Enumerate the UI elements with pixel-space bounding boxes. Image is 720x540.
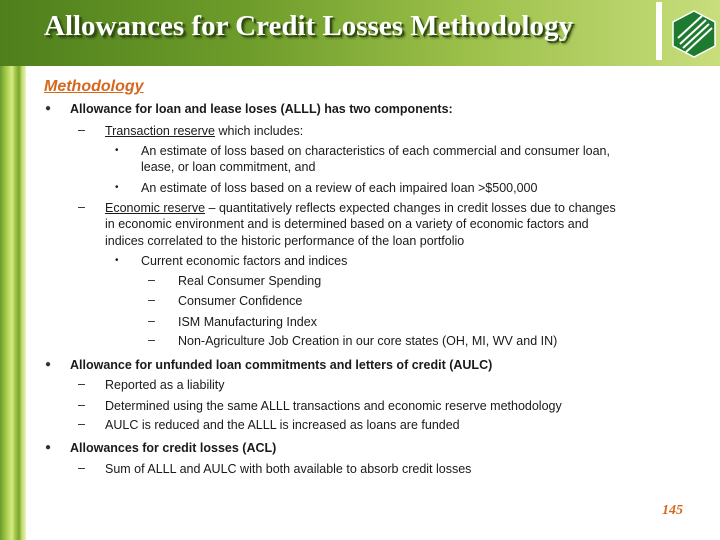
dash-icon: –	[148, 293, 155, 307]
dash-icon: –	[78, 461, 85, 475]
economic-reserve-line-a	[105, 200, 616, 216]
economic-reserve-line-b: in economic environment and is determined based on a variety of economic factors and	[105, 217, 589, 231]
bullet-acl: Allowances for credit losses (ACL)	[70, 441, 277, 455]
dash-icon: –	[78, 200, 85, 214]
bullet-icon: ●	[45, 103, 52, 114]
factor-item: Non-Agriculture Job Creation in our core states (OH, MI, WV and IN)	[178, 334, 558, 348]
dot-icon: •	[115, 255, 119, 266]
tr-estimate-2: An estimate of loss based on a review of each impaired loan >$500,000	[141, 181, 538, 195]
economic-reserve-term: Economic reserve	[105, 201, 206, 215]
economic-reserve-text: – quantitatively reflects expected changes in credit losses due to changes	[205, 201, 616, 215]
dot-icon: •	[115, 182, 119, 193]
dash-icon: –	[148, 314, 155, 328]
aulc-item: AULC is reduced and the ALLL is increased as loans are funded	[105, 418, 460, 432]
dash-icon: –	[78, 123, 85, 137]
title-banner	[0, 0, 720, 66]
transaction-reserve-line	[105, 123, 303, 139]
aulc-item: Reported as a liability	[105, 378, 225, 392]
section-heading: Methodology	[44, 78, 144, 95]
transaction-reserve-text: which includes:	[215, 124, 304, 138]
huntington-logo-icon	[672, 10, 716, 58]
bullet-icon: ●	[45, 442, 52, 453]
aulc-item: Determined using the same ALLL transactions and economic reserve methodology	[105, 399, 562, 413]
dash-icon: –	[78, 398, 85, 412]
left-decorative-stripes	[0, 0, 26, 540]
dash-icon: –	[148, 333, 155, 347]
factor-item: Consumer Confidence	[178, 294, 303, 308]
factor-item: Real Consumer Spending	[178, 274, 322, 288]
acl-item: Sum of ALLL and AULC with both available to absorb credit losses	[105, 462, 472, 476]
dash-icon: –	[78, 417, 85, 431]
bullet-alll: Allowance for loan and lease loses (ALLL) has two components:	[70, 102, 453, 116]
tr-estimate-1b: lease, or loan commitment, and	[141, 160, 316, 174]
bullet-icon: ●	[45, 359, 52, 370]
dash-icon: –	[78, 377, 85, 391]
slide-title: Allowances for Credit Losses Methodology	[44, 10, 573, 42]
page-number: 145	[662, 503, 683, 518]
header-divider-bar	[656, 2, 662, 60]
dot-icon: •	[115, 145, 119, 156]
factor-item: ISM Manufacturing Index	[178, 315, 317, 329]
economic-factors-heading: Current economic factors and indices	[141, 254, 348, 268]
bullet-aulc: Allowance for unfunded loan commitments and letters of credit (AULC)	[70, 358, 493, 372]
economic-reserve-line-c: indices correlated to the historic performance of the loan portfolio	[105, 234, 465, 248]
transaction-reserve-term: Transaction reserve	[105, 124, 215, 138]
dash-icon: –	[148, 273, 155, 287]
tr-estimate-1a: An estimate of loss based on characteristics of each commercial and consumer loan,	[141, 144, 610, 158]
